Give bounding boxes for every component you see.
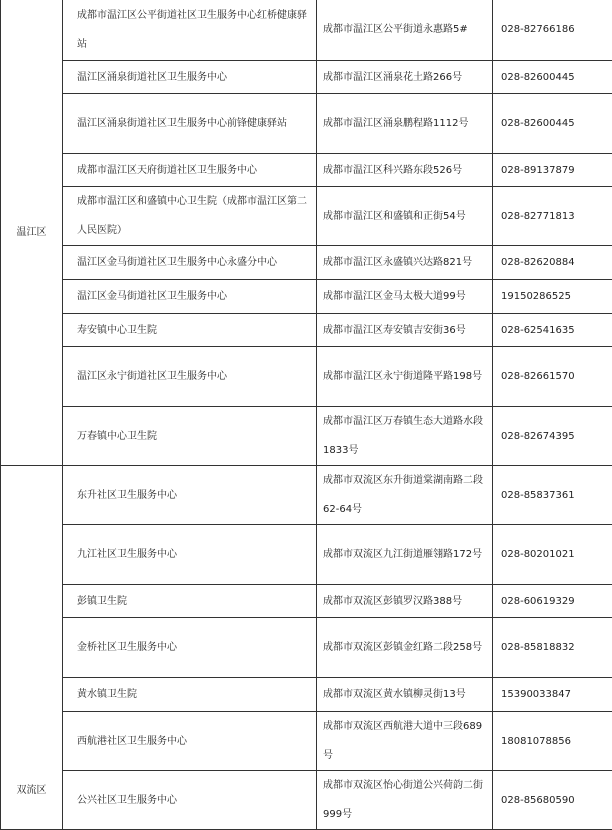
table-row <box>1 678 612 712</box>
table-row <box>1 61 612 94</box>
facility-name: 黄水镇卫生院 <box>63 678 317 712</box>
facility-name: 温江区永宁街道社区卫生服务中心 <box>63 347 317 407</box>
facility-address: 成都市温江区永宁街道隆平路198号 <box>317 347 493 407</box>
facility-name: 成都市温江区公平街道社区卫生服务中心红桥健康驿站 <box>63 0 317 61</box>
table-row <box>1 347 612 407</box>
facility-phone: 028-82674395 <box>493 407 612 466</box>
facility-address: 成都市双流区东升街道棠湖南路二段62-64号 <box>317 466 493 525</box>
facility-address: 成都市温江区涌泉花土路266号 <box>317 61 493 94</box>
facility-address: 成都市温江区科兴路东段526号 <box>317 154 493 187</box>
facility-name: 温江区涌泉街道社区卫生服务中心 <box>63 61 317 94</box>
table-row <box>1 314 612 347</box>
facility-phone: 028-82661570 <box>493 347 612 407</box>
district-cell: 温江区 <box>1 0 63 466</box>
facility-phone: 19150286525 <box>493 280 612 314</box>
table-row <box>1 585 612 618</box>
facility-address: 成都市温江区寿安镇吉安街36号 <box>317 314 493 347</box>
table-row <box>1 407 612 466</box>
facility-phone: 028-85818832 <box>493 618 612 678</box>
facility-address: 成都市双流区九江街道雁翎路172号 <box>317 525 493 585</box>
table-row <box>1 94 612 154</box>
facility-name: 成都市温江区天府街道社区卫生服务中心 <box>63 154 317 187</box>
facility-name: 彭镇卫生院 <box>63 585 317 618</box>
facility-phone: 028-80201021 <box>493 525 612 585</box>
table-row <box>1 280 612 314</box>
facility-name: 寿安镇中心卫生院 <box>63 314 317 347</box>
facility-name: 公兴社区卫生服务中心 <box>63 771 317 830</box>
facility-address: 成都市双流区彭镇罗汉路388号 <box>317 585 493 618</box>
facility-address: 成都市双流区怡心街道公兴荷韵二街999号 <box>317 771 493 830</box>
facility-phone: 028-82600445 <box>493 94 612 154</box>
facility-phone: 028-85837361 <box>493 466 612 525</box>
table-row <box>1 0 612 61</box>
table-row <box>1 712 612 771</box>
table-row <box>1 246 612 280</box>
facility-name: 东升社区卫生服务中心 <box>63 466 317 525</box>
facility-name: 成都市温江区和盛镇中心卫生院（成都市温江区第二人民医院） <box>63 187 317 246</box>
facility-address: 成都市温江区涌泉鹏程路1112号 <box>317 94 493 154</box>
facility-address: 成都市双流区彭镇金红路二段258号 <box>317 618 493 678</box>
facility-address: 成都市双流区西航港大道中三段689号 <box>317 712 493 771</box>
table-row <box>1 771 612 830</box>
table-row <box>1 525 612 585</box>
facility-address: 成都市双流区黄水镇柳灵街13号 <box>317 678 493 712</box>
facility-name: 金桥社区卫生服务中心 <box>63 618 317 678</box>
facility-name: 西航港社区卫生服务中心 <box>63 712 317 771</box>
table-row <box>1 154 612 187</box>
facility-phone: 028-85680590 <box>493 771 612 830</box>
facility-name: 九江社区卫生服务中心 <box>63 525 317 585</box>
facility-name: 温江区金马街道社区卫生服务中心永盛分中心 <box>63 246 317 280</box>
table-row <box>1 466 612 525</box>
facility-name: 温江区涌泉街道社区卫生服务中心前锋健康驿站 <box>63 94 317 154</box>
district-cell: 双流区 <box>1 466 63 830</box>
facility-phone: 028-89137879 <box>493 154 612 187</box>
facility-address: 成都市温江区永盛镇兴达路821号 <box>317 246 493 280</box>
facility-phone: 028-82620884 <box>493 246 612 280</box>
facility-phone: 028-82600445 <box>493 61 612 94</box>
table-row <box>1 618 612 678</box>
facility-address: 成都市温江区万春镇生态大道路水段1833号 <box>317 407 493 466</box>
facility-address: 成都市温江区公平街道永惠路5# <box>317 0 493 61</box>
facility-name: 万春镇中心卫生院 <box>63 407 317 466</box>
facility-phone: 18081078856 <box>493 712 612 771</box>
facility-address: 成都市温江区金马太极大道99号 <box>317 280 493 314</box>
facility-phone: 028-62541635 <box>493 314 612 347</box>
facility-name: 温江区金马街道社区卫生服务中心 <box>63 280 317 314</box>
facility-phone: 028-60619329 <box>493 585 612 618</box>
facility-phone: 028-82766186 <box>493 0 612 61</box>
table-row <box>1 187 612 246</box>
facility-phone: 15390033847 <box>493 678 612 712</box>
facility-address: 成都市温江区和盛镇和正街54号 <box>317 187 493 246</box>
facility-phone: 028-82771813 <box>493 187 612 246</box>
